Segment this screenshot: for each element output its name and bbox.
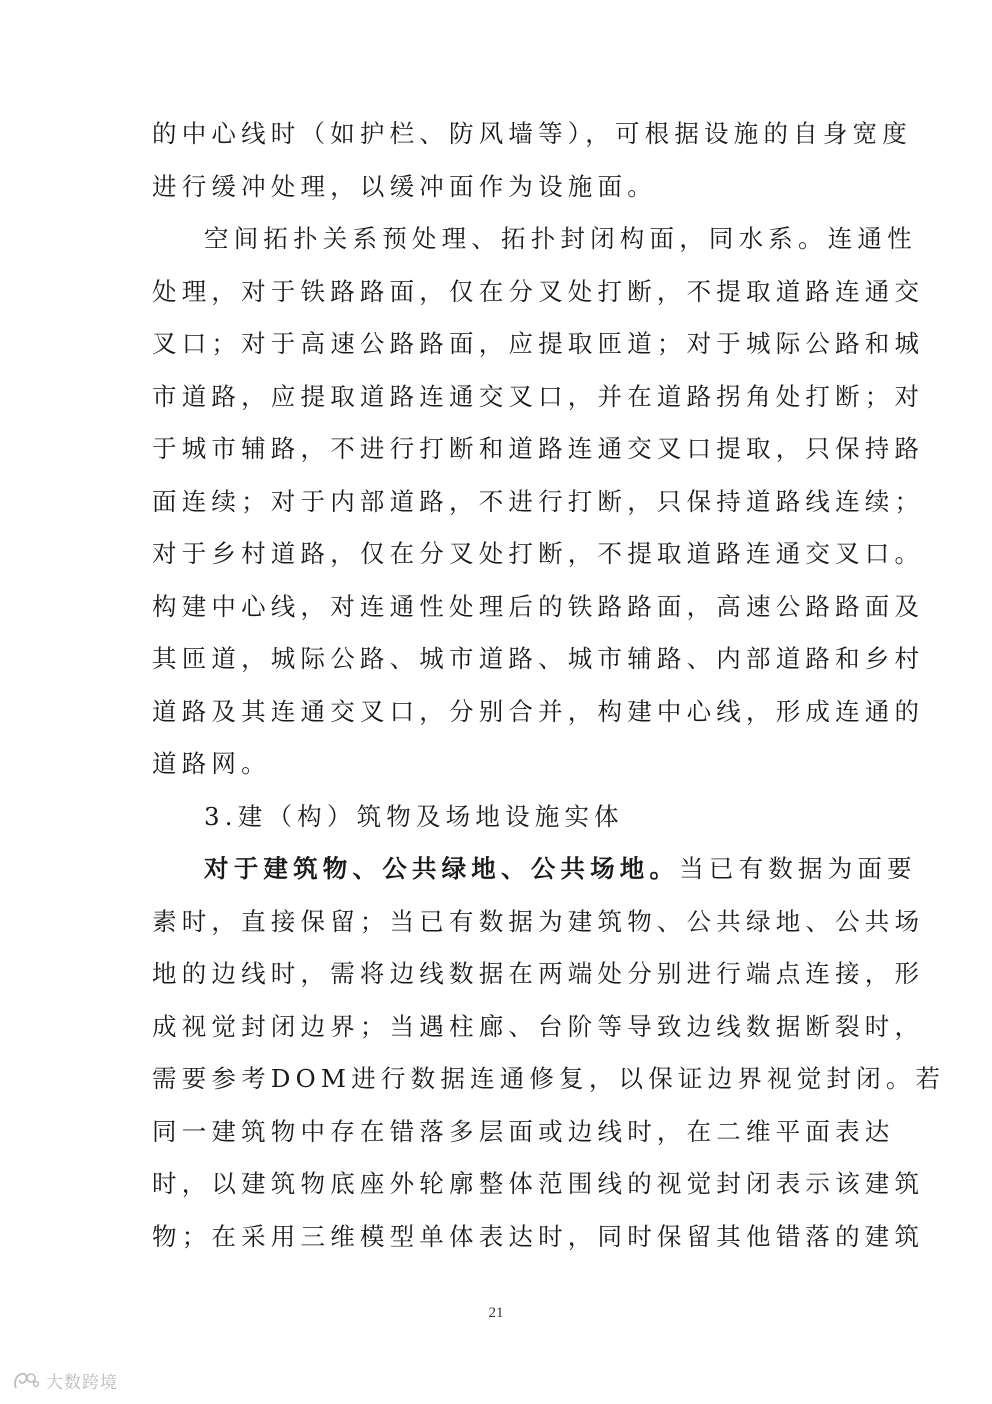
text-line: 物；在采用三维模型单体表达时，同时保留其他错落的建筑 xyxy=(152,1221,925,1251)
text-line: 成视觉封闭边界；当遇柱廊、台阶等导致边线数据断裂时， xyxy=(152,1011,925,1041)
text-line: 构建中心线，对连通性处理后的铁路路面，高速公路路面及 xyxy=(152,591,925,621)
bold-lead-text: 对于建筑物、公共绿地、公共场地。 xyxy=(204,854,680,883)
text-line: 的中心线时（如护栏、防风墙等），可根据设施的自身宽度 xyxy=(152,119,912,148)
text-line: 需要参考DOM进行数据连通修复，以保证边界视觉封闭。若 xyxy=(152,1064,946,1093)
text-line xyxy=(152,843,917,896)
text-line: 其匝道，城际公路、城市道路、城市辅路、内部道路和乡村 xyxy=(152,644,925,673)
watermark-logo-icon xyxy=(12,1370,40,1392)
body-text xyxy=(152,108,946,1263)
text-line: 处理，对于铁路路面，仅在分叉处打断，不提取道路连通交 xyxy=(152,276,925,306)
text-line: 素时，直接保留；当已有数据为建筑物、公共绿地、公共场 xyxy=(152,906,925,936)
watermark xyxy=(12,1368,118,1393)
text-line: 空间拓扑关系预处理、拓扑封闭构面，同水系。连通性 xyxy=(204,224,917,253)
text-line: 叉口；对于高速公路路面，应提取匝道；对于城际公路和城 xyxy=(152,329,925,358)
text-line: 面连续；对于内部道路，不进行打断，只保持道路线连续； xyxy=(152,486,925,516)
text-line: 市道路，应提取道路连通交叉口，并在道路拐角处打断；对 xyxy=(152,381,925,411)
watermark-text: 大数跨境 xyxy=(46,1373,118,1393)
text-line: 地的边线时，需将边线数据在两端处分别进行端点连接，形 xyxy=(152,959,925,988)
text-line: 道路网。 xyxy=(152,749,271,778)
text-line: 同一建筑物中存在错落多层面或边线时，在二维平面表达 xyxy=(152,1116,895,1146)
text-line: 于城市辅路，不进行打断和道路连通交叉口提取，只保持路 xyxy=(152,434,925,463)
page-number: 21 xyxy=(488,1305,504,1321)
text-line: 时，以建筑物底座外轮廓整体范围线的视觉封闭表示该建筑 xyxy=(152,1169,925,1198)
text-run: 当已有数据为面要 xyxy=(679,854,917,883)
text-line: 进行缓冲处理，以缓冲面作为设施面。 xyxy=(152,171,657,201)
text-line: 对于乡村道路，仅在分叉处打断，不提取道路连通交叉口。 xyxy=(152,539,925,568)
section-heading: 3.建（构）筑物及场地设施实体 xyxy=(204,801,624,831)
text-line: 道路及其连通交叉口，分别合并，构建中心线，形成连通的 xyxy=(152,696,925,726)
